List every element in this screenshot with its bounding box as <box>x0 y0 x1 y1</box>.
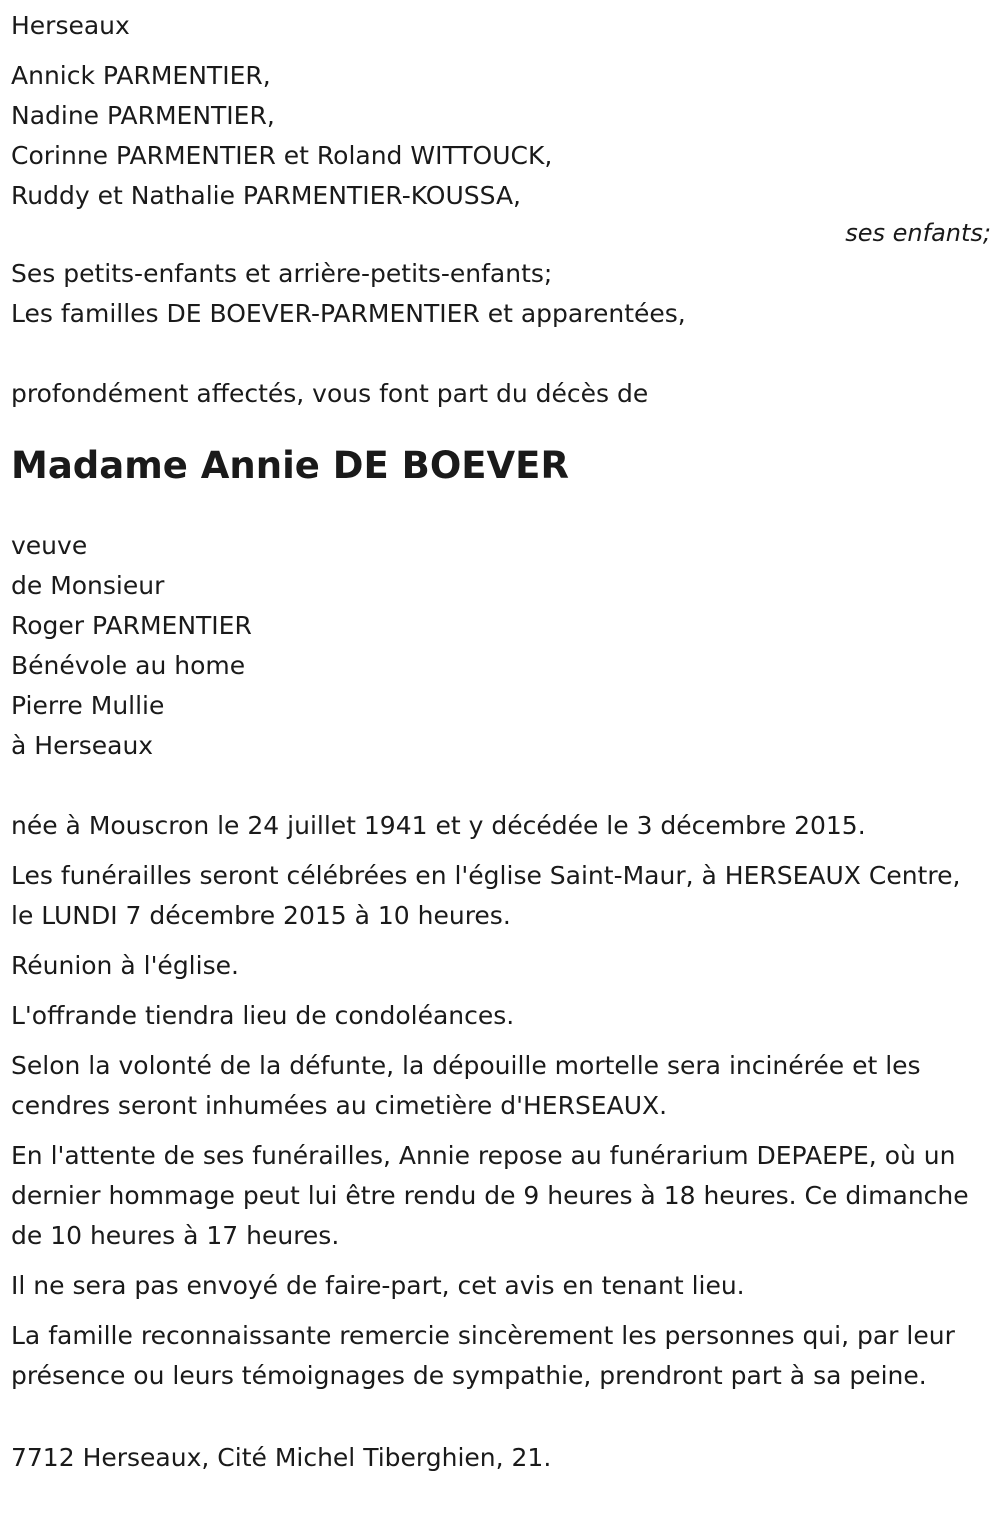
detail-line: à Herseaux <box>11 731 154 760</box>
detail-line: veuve <box>11 531 88 560</box>
deceased-name: Madame Annie DE BOEVER <box>11 444 569 487</box>
child-name: Nadine PARMENTIER, <box>11 101 275 130</box>
thanks-paragraph: La famille reconnaissante remercie sincèrement les personnes qui, par leur présence ou leurs témoignages de sympathie, prendront part à sa peine. <box>11 1321 955 1390</box>
child-name: Ruddy et Nathalie PARMENTIER-KOUSSA, <box>11 181 521 210</box>
announcement-text: profondément affectés, vous font part du décès de <box>11 379 649 408</box>
child-name: Corinne PARMENTIER et Roland WITTOUCK, <box>11 141 553 170</box>
children-label: ses enfants; <box>845 219 991 247</box>
family-line: Les familles DE BOEVER-PARMENTIER et apparentées, <box>11 299 686 328</box>
family-line: Ses petits-enfants et arrière-petits-enfants; <box>11 259 553 288</box>
meeting-paragraph: Réunion à l'église. <box>11 951 239 980</box>
visitation-paragraph: En l'attente de ses funérailles, Annie repose au funérarium DEPAEPE, où un dernier hommage peut lui être rendu de 9 heures à 18 heures. Ce dimanche de 10 heures à 17 heures. <box>11 1141 969 1250</box>
detail-line: Pierre Mullie <box>11 691 165 720</box>
detail-line: de Monsieur <box>11 571 165 600</box>
address: 7712 Herseaux, Cité Michel Tiberghien, 21. <box>11 1443 552 1472</box>
child-name: Annick PARMENTIER, <box>11 61 271 90</box>
obituary-notice <box>11 6 991 1478</box>
detail-line: Bénévole au home <box>11 651 246 680</box>
detail-line: Roger PARMENTIER <box>11 611 252 640</box>
funeral-paragraph: Les funérailles seront célébrées en l'église Saint-Maur, à HERSEAUX Centre, le LUNDI 7 décembre 2015 à 10 heures. <box>11 861 961 930</box>
cremation-paragraph: Selon la volonté de la défunte, la dépouille mortelle sera incinérée et les cendres seront inhumées au cimetière d'HERSEAUX. <box>11 1051 921 1120</box>
no-announcement-paragraph: Il ne sera pas envoyé de faire-part, cet avis en tenant lieu. <box>11 1271 745 1300</box>
birth-death-paragraph: née à Mouscron le 24 juillet 1941 et y décédée le 3 décembre 2015. <box>11 811 866 840</box>
offering-paragraph: L'offrande tiendra lieu de condoléances. <box>11 1001 515 1030</box>
location-header: Herseaux <box>11 11 130 40</box>
